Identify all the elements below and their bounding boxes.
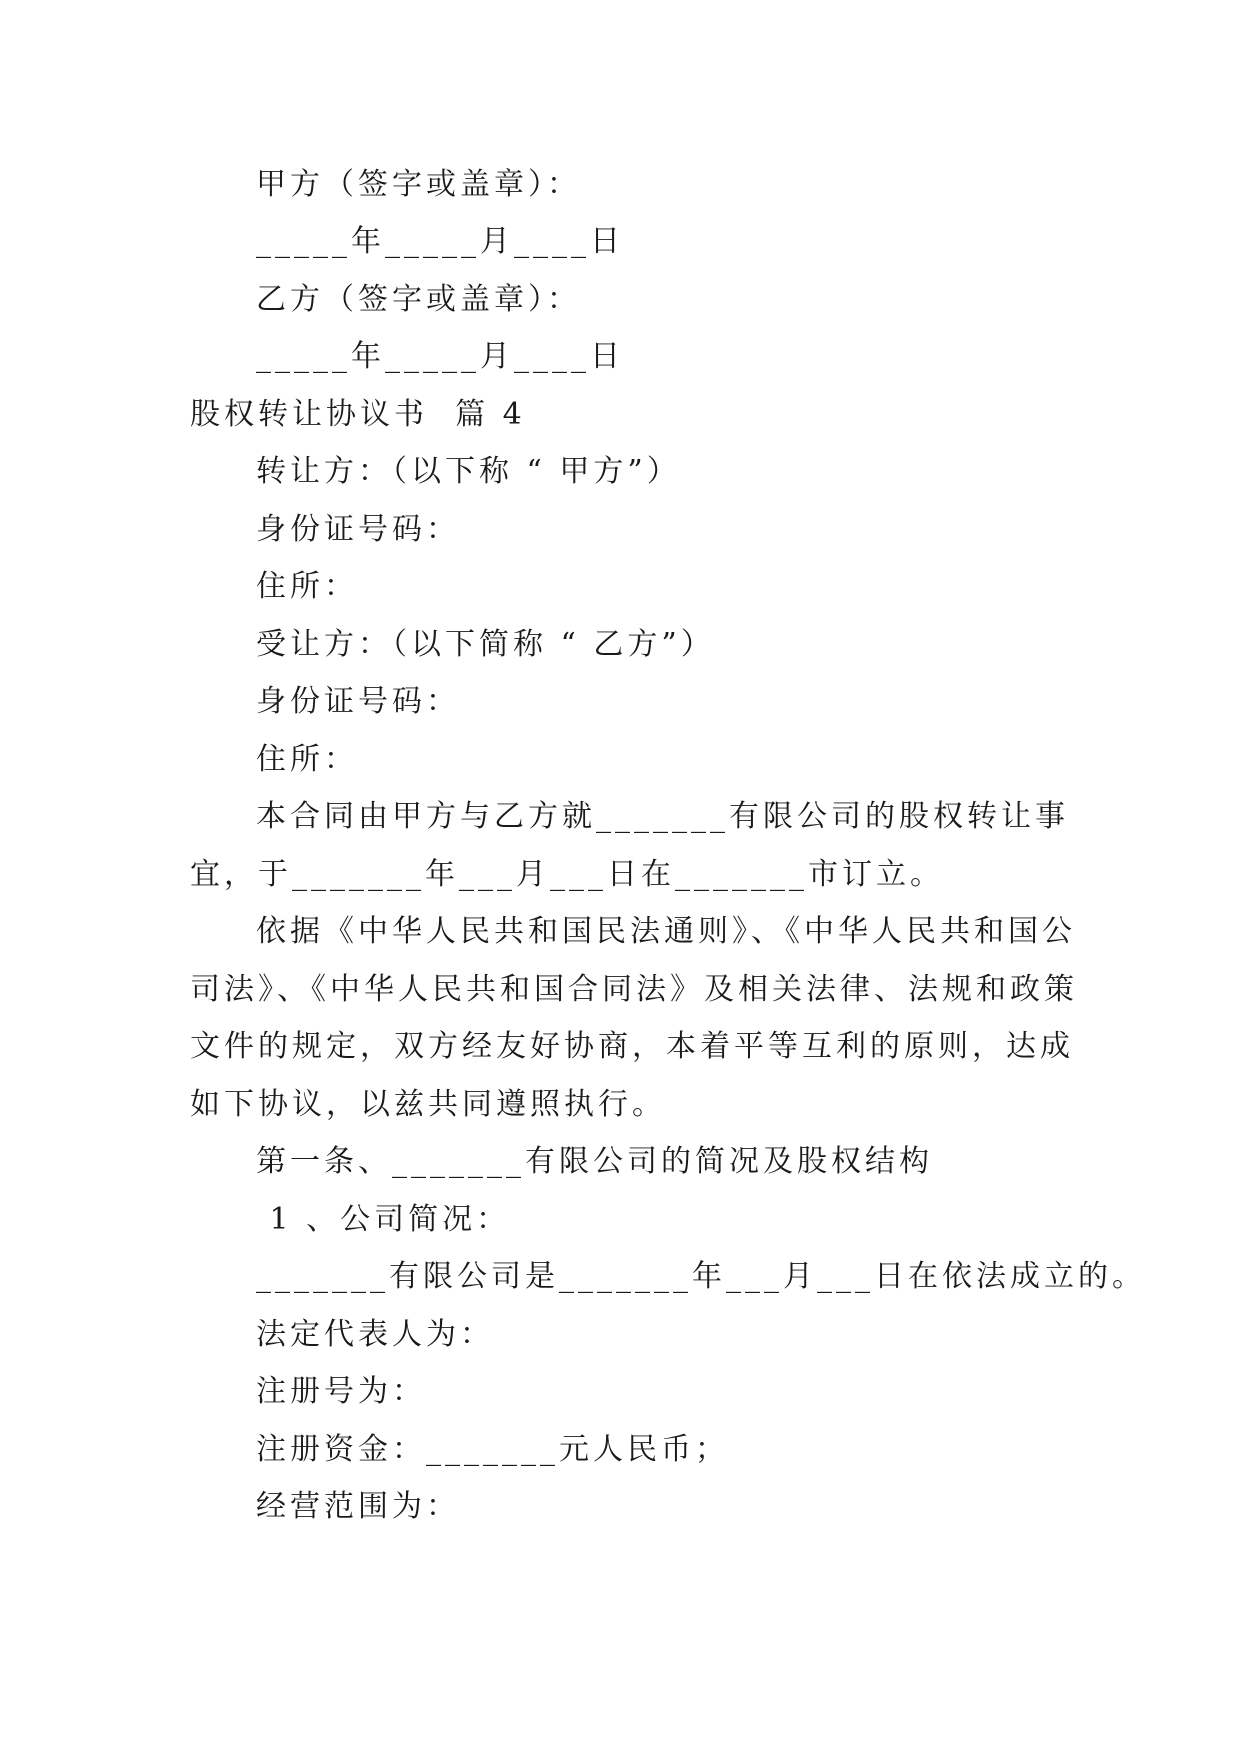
article-one-heading: 第一条、_______有限公司的简况及股权结构 bbox=[256, 1144, 933, 1179]
party-a-date-line: _____年_____月____日 bbox=[256, 224, 624, 259]
transferor-address-line: 住所： bbox=[256, 569, 358, 604]
contract-intro-line-1: 本合同由甲方与乙方就_______有限公司的股权转让事 bbox=[256, 799, 1069, 834]
legal-basis-line-2: 司法》、《中华人民共和国合同法》及相关法律、法规和政策 bbox=[190, 972, 1078, 1007]
transferor-line: 转让方：（以下称 “ 甲方”） bbox=[256, 454, 681, 489]
transferee-address-line: 住所： bbox=[256, 742, 358, 777]
transferee-id-line: 身份证号码： bbox=[256, 684, 460, 719]
legal-basis-line-4: 如下协议，以兹共同遵照执行。 bbox=[190, 1087, 666, 1122]
party-b-signature-line: 乙方（签字或盖章）： bbox=[256, 282, 581, 317]
company-established-line: _______有限公司是_______年___月___日在依法成立的。 bbox=[256, 1259, 1146, 1294]
registered-capital-line: 注册资金：_______元人民币； bbox=[256, 1432, 729, 1467]
legal-representative-line: 法定代表人为： bbox=[256, 1317, 494, 1352]
party-b-date-line: _____年_____月____日 bbox=[256, 339, 624, 374]
party-a-signature-line: 甲方（签字或盖章）： bbox=[256, 167, 581, 202]
legal-basis-line-3: 文件的规定，双方经友好协商，本着平等互利的原则，达成 bbox=[190, 1029, 1074, 1064]
contract-intro-line-2: 宜，于_______年___月___日在_______市订立。 bbox=[190, 857, 944, 892]
business-scope-line: 经营范围为： bbox=[256, 1489, 460, 1524]
registration-number-line: 注册号为： bbox=[256, 1374, 426, 1409]
company-overview-heading: 1 、公司简况： bbox=[256, 1202, 511, 1237]
transferor-id-line: 身份证号码： bbox=[256, 512, 460, 547]
legal-basis-line-1: 依据《中华人民共和国民法通则》、《中华人民共和国公 bbox=[256, 914, 1076, 949]
transferee-line: 受让方：（以下简称 “ 乙方”） bbox=[256, 627, 715, 662]
section-heading: 股权转让协议书 篇 4 bbox=[190, 397, 526, 432]
